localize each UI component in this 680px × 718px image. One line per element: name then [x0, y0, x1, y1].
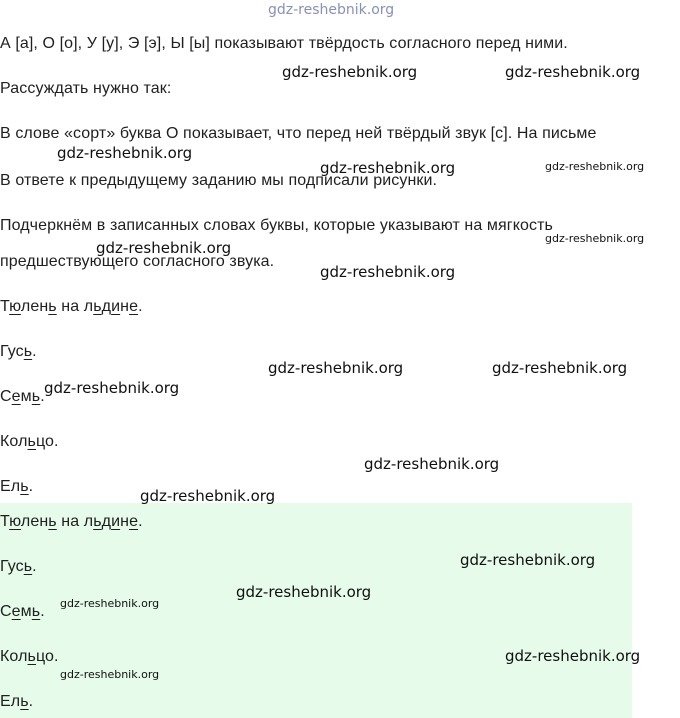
watermark-text: gdz-reshebnik.org [364, 455, 500, 473]
watermark-text: gdz-reshebnik.org [320, 159, 456, 177]
text-segment: м [20, 388, 32, 405]
text-segment: д [101, 298, 112, 315]
text-segment: . [32, 343, 37, 360]
text-segment: Гус [0, 558, 24, 575]
text-segment: н [120, 298, 130, 315]
text-segment: Ел [0, 478, 21, 495]
text-segment: на л [56, 513, 94, 530]
underlined-letter: ь [31, 603, 41, 620]
watermark-text: gdz-reshebnik.org [44, 379, 180, 397]
underlined-letter: е [11, 603, 21, 620]
watermark-text: gdz-reshebnik.org [96, 239, 232, 257]
text-segment: Кол [0, 648, 28, 665]
underlined-letter: ь [48, 513, 57, 530]
text-segment: . [28, 693, 34, 710]
text-segment: Гус [0, 343, 24, 360]
watermark-text: gdz-reshebnik.org [60, 668, 160, 681]
task-line-1 [0, 216, 553, 236]
watermark-text: gdz-reshebnik.org [492, 359, 628, 377]
watermark-text: gdz-reshebnik.org [505, 647, 641, 665]
watermark-text: gdz-reshebnik.org [57, 144, 193, 162]
underlined-letter: е [129, 298, 139, 315]
text-segment: лен [20, 513, 49, 530]
underlined-letter: ь [23, 558, 33, 575]
underlined-letter: ю [9, 513, 21, 530]
text-segment: . [138, 298, 143, 315]
underlined-letter: ь [48, 298, 57, 315]
underlined-letter: ь [27, 433, 36, 450]
word-kolco [0, 432, 59, 452]
text-segment: цо. [35, 648, 59, 665]
box-word-gus [0, 557, 37, 577]
rule-line [0, 34, 568, 54]
watermark-text: gdz-reshebnik.org [268, 2, 395, 18]
text-segment: лен [20, 298, 49, 315]
text-segment: С [0, 388, 12, 405]
underlined-letter: е [129, 513, 139, 530]
text-segment: Т [0, 298, 10, 315]
text-segment: Кол [0, 433, 28, 450]
underlined-letter: е [11, 388, 21, 405]
underlined-letter: ь [27, 648, 36, 665]
watermark-text: gdz-reshebnik.org [140, 487, 276, 505]
text-segment: . [28, 478, 34, 495]
text-segment: С [0, 603, 12, 620]
watermark-text: gdz-reshebnik.org [268, 359, 404, 377]
word-gus [0, 342, 37, 362]
underlined-letter: и [111, 298, 121, 315]
watermark-text: gdz-reshebnik.org [236, 583, 372, 601]
watermark-text: gdz-reshebnik.org [282, 63, 418, 81]
box-word-el [0, 692, 33, 712]
watermark-text: gdz-reshebnik.org [545, 160, 645, 173]
text-segment: на л [56, 298, 94, 315]
text-segment: цо. [35, 433, 59, 450]
underlined-letter: ь [20, 693, 29, 710]
word-sem [0, 387, 45, 407]
box-word-kolco [0, 647, 59, 667]
text-segment: . [40, 603, 45, 620]
text-segment: Т [0, 513, 10, 530]
text-segment: м [20, 603, 32, 620]
underlined-letter: ю [9, 298, 21, 315]
text-segment: предшествующего согласного звука. [0, 253, 275, 270]
text-segment: В ответе к предыдущему заданию мы подписали рисунки. [0, 172, 438, 189]
watermark-text: gdz-reshebnik.org [320, 263, 456, 281]
text-segment: А [а], О [о], У [у], Э [э], Ы [ы] показывают твёрдость согласного перед ними. [0, 35, 568, 52]
word-el [0, 477, 33, 497]
reasoning-intro [0, 79, 171, 99]
text-segment: н [120, 513, 130, 530]
underlined-letter: ь [93, 513, 102, 530]
word-tyulen [0, 297, 143, 317]
text-segment: Подчеркнём в записанных словах буквы, которые указывают на мягкость [0, 217, 553, 234]
example-line [0, 124, 597, 144]
underlined-letter: ь [20, 478, 29, 495]
watermark-text: gdz-reshebnik.org [60, 597, 160, 610]
watermark-text: gdz-reshebnik.org [545, 232, 645, 245]
underlined-letter: ь [31, 388, 41, 405]
text-segment: Ел [0, 693, 21, 710]
box-word-sem [0, 602, 45, 622]
text-segment: Рассуждать нужно так: [0, 80, 172, 97]
underlined-letter: ь [93, 298, 102, 315]
text-segment: . [40, 388, 45, 405]
text-segment: . [138, 513, 143, 530]
text-segment: . [32, 558, 37, 575]
underlined-letter: и [111, 513, 121, 530]
underlined-letter: ь [23, 343, 33, 360]
watermark-text: gdz-reshebnik.org [460, 551, 596, 569]
answer-highlight-box [0, 503, 632, 718]
watermark-text: gdz-reshebnik.org [505, 63, 641, 81]
box-word-tyulen [0, 512, 143, 532]
text-segment: д [101, 513, 112, 530]
text-segment: В слове «сорт» буква О показывает, что перед ней твёрдый звук [с]. На письме [0, 125, 597, 142]
